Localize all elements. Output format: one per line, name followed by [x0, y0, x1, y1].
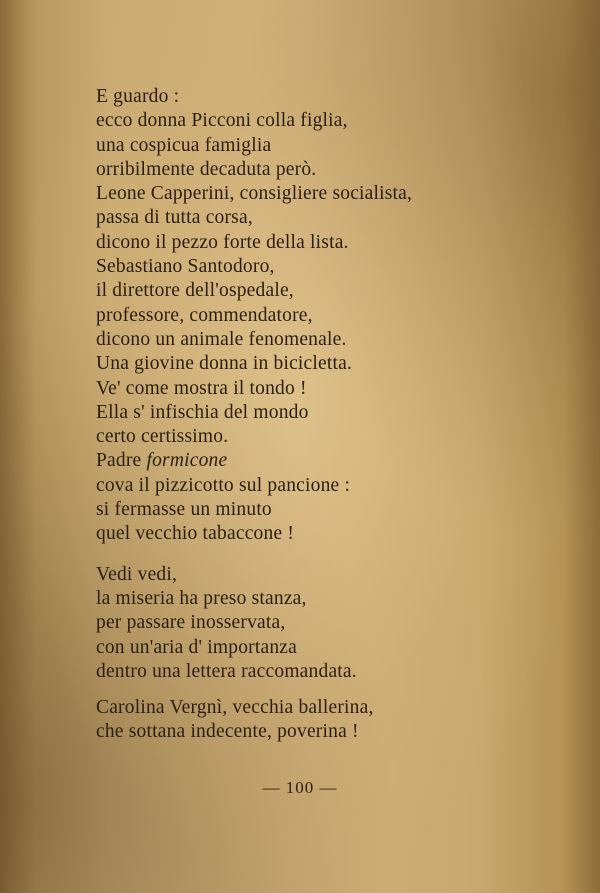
- poem-line: che sottana indecente, poverina !: [96, 721, 359, 743]
- poem-line: Leone Capperini, consigliere socialista,: [96, 183, 413, 205]
- stanza-break: [96, 547, 576, 563]
- poem-line: con un'aria d' importanza: [96, 636, 297, 658]
- poem-line: una cospicua famiglia: [96, 134, 272, 156]
- poem-line: la miseria ha preso stanza,: [96, 587, 307, 609]
- padre-italic-word: formicone: [146, 450, 228, 472]
- poem-line: Carolina Vergnì, vecchia ballerina,: [96, 697, 374, 719]
- poem-line-padre: [96, 449, 576, 473]
- poem-line: orribilmente decaduta però.: [96, 158, 317, 180]
- poem-line: Ve' come mostra il tondo !: [96, 377, 307, 399]
- poem-line: Vedi vedi,: [96, 563, 178, 585]
- poem-line: dentro una lettera raccomandata.: [96, 660, 357, 682]
- poem-line: ecco donna Picconi colla figlia,: [96, 110, 348, 132]
- poem-text: [96, 85, 576, 745]
- padre-prefix: Padre: [96, 450, 147, 472]
- poem-line: professore, commendatore,: [96, 304, 313, 326]
- page-number: — 100 —: [262, 778, 338, 797]
- poem-line: dicono il pezzo forte della lista.: [96, 231, 349, 253]
- stanza-break: [96, 684, 576, 696]
- poem-line: Ella s' infischia del mondo: [96, 401, 309, 423]
- poem-line: E guardo :: [96, 86, 180, 107]
- poem-line: quel vecchio tabaccone !: [96, 523, 295, 545]
- poem-line: passa di tutta corsa,: [96, 207, 253, 229]
- poem-line: il direttore dell'ospedale,: [96, 280, 294, 302]
- poem-line: cova il pizzicotto sul pancione :: [96, 474, 351, 496]
- poem-line: Sebastiano Santodoro,: [96, 256, 275, 278]
- poem-line: dicono un animale fenomenale.: [96, 328, 347, 350]
- poem-line: per passare inosservata,: [96, 612, 286, 634]
- poem-line: certo certissimo.: [96, 426, 229, 448]
- poem-line: Una giovine donna in bicicletta.: [96, 353, 353, 375]
- poem-line: si fermasse un minuto: [96, 499, 272, 521]
